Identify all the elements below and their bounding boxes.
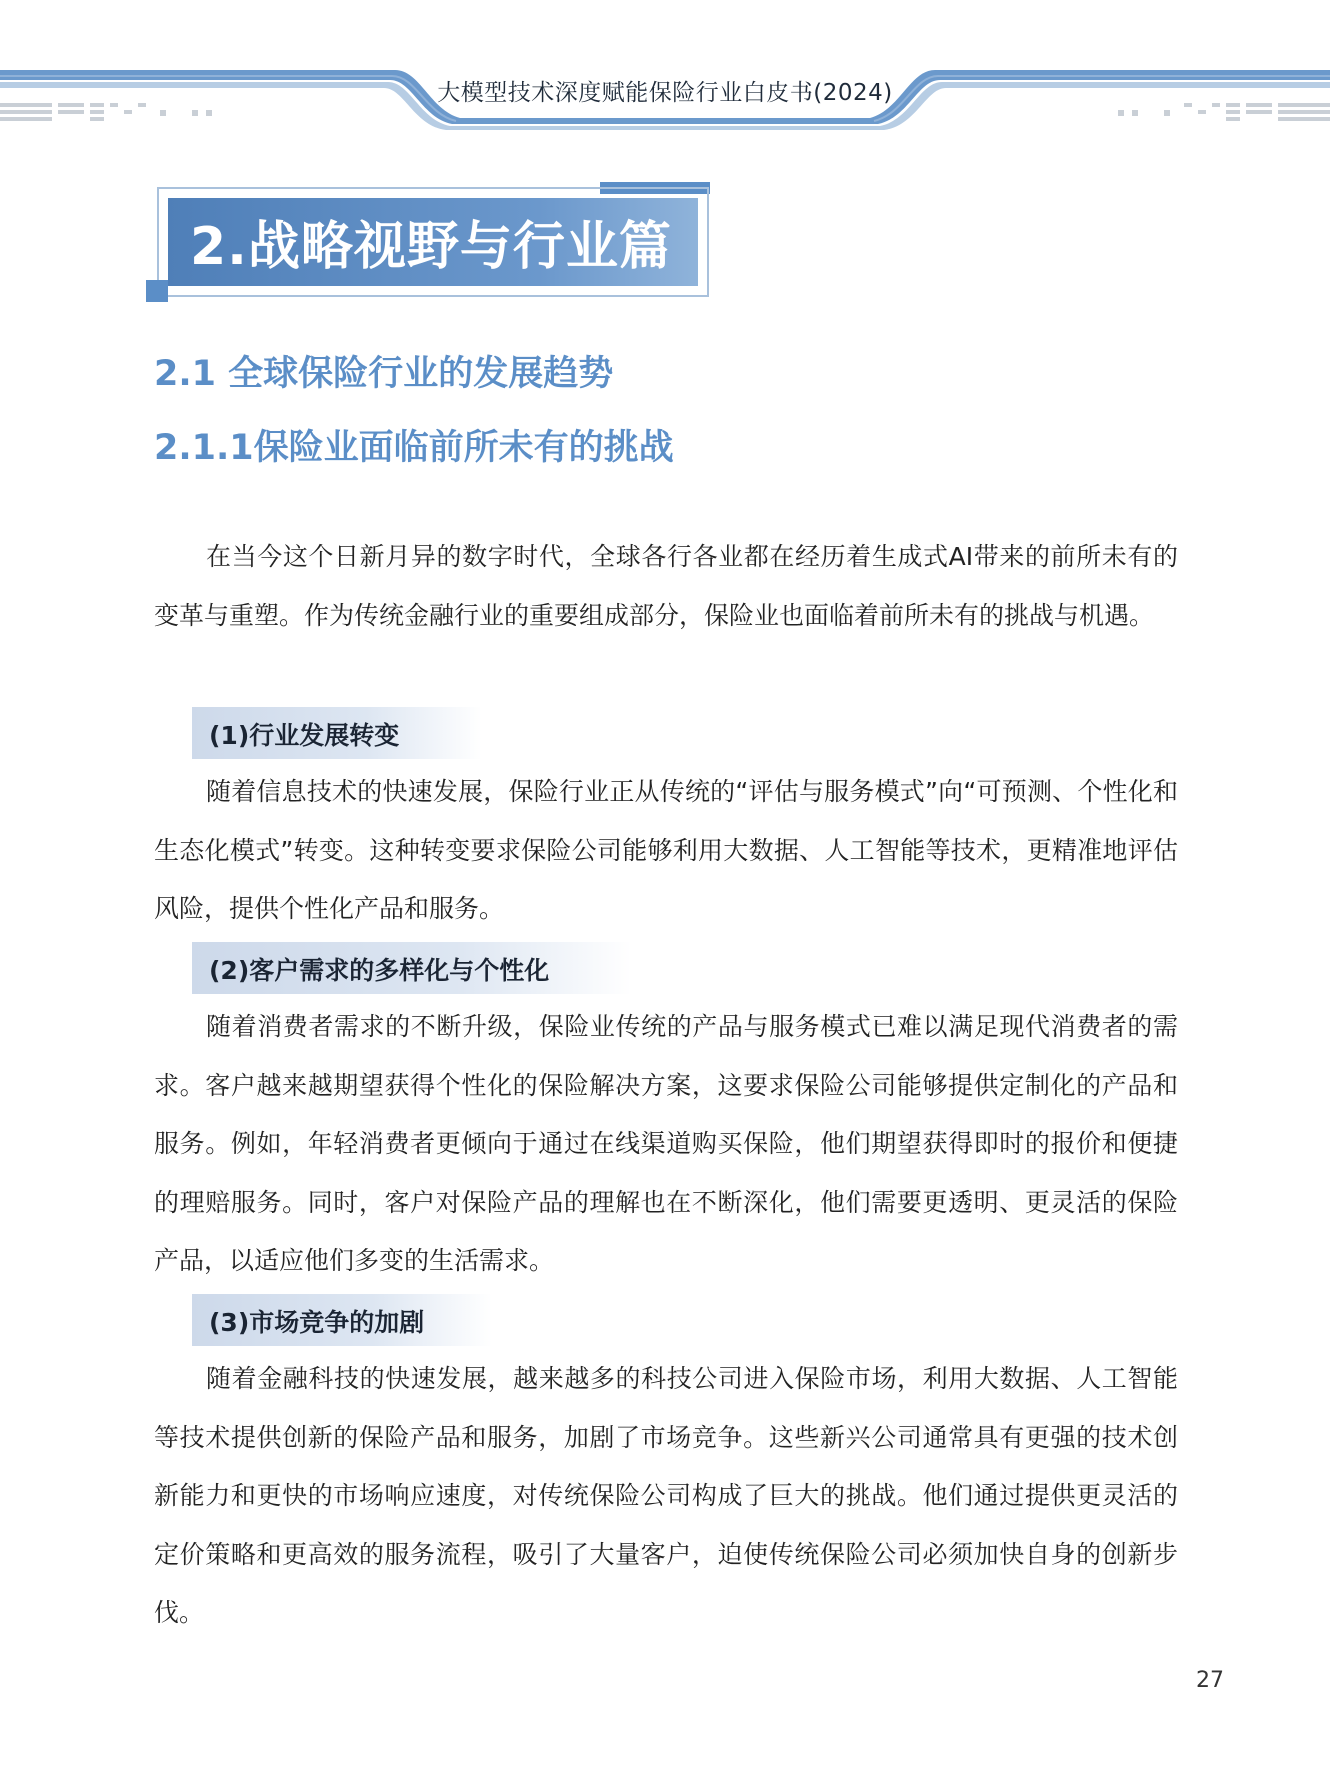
subhead-1-label: (1)行业发展转变 [209, 721, 400, 750]
subhead-3 [192, 1294, 492, 1346]
subsection-heading: 2.1.1保险业面临前所未有的挑战 [154, 428, 674, 468]
page-header [0, 0, 1330, 135]
chapter-title-box [146, 180, 716, 304]
chapter-title: 2.战略视野与行业篇 [190, 217, 672, 277]
subhead-1 [192, 707, 482, 759]
header-decoration [0, 0, 1330, 135]
intro-paragraph: 在当今这个日新月异的数字时代，全球各行各业都在经历着生成式AI带来的前所未有的变革与重塑。作为传统金融行业的重要组成部分，保险业也面临着前所未有的挑战与机遇。 [154, 542, 1178, 630]
header-title: 大模型技术深度赋能保险行业白皮书(2024) [437, 80, 893, 106]
subhead-3-label: (3)市场竞争的加剧 [209, 1308, 425, 1337]
section-heading: 2.1 全球保险行业的发展趋势 [154, 354, 614, 394]
page-number: 27 [1196, 1668, 1224, 1693]
subhead-2 [192, 942, 632, 994]
item-1-paragraph: 随着信息技术的快速发展，保险行业正从传统的“评估与服务模式”向“可预测、个性化和生态化模式”转变。这种转变要求保险公司能够利用大数据、人工智能等技术，更精准地评估风险，提供个性化产品和服务。 [154, 777, 1178, 924]
item-3-paragraph: 随着金融科技的快速发展，越来越多的科技公司进入保险市场，利用大数据、人工智能等技术提供创新的保险产品和服务，加剧了市场竞争。这些新兴公司通常具有更强的技术创新能力和更快的市场响应速度，对传统保险公司构成了巨大的挑战。他们通过提供更灵活的定价策略和更高效的服务流程，吸引了大量客户，迫使传统保险公司必须加快自身的创新步伐。 [154, 1364, 1178, 1628]
item-2-paragraph: 随着消费者需求的不断升级，保险业传统的产品与服务模式已难以满足现代消费者的需求。客户越来越期望获得个性化的保险解决方案，这要求保险公司能够提供定制化的产品和服务。例如，年轻消费者更倾向于通过在线渠道购买保险，他们期望获得即时的报价和便捷的理赔服务。同时，客户对保险产品的理解也在不断深化，他们需要更透明、更灵活的保险产品，以适应他们多变的生活需求。 [154, 1012, 1178, 1276]
subhead-2-label: (2)客户需求的多样化与个性化 [209, 956, 550, 985]
